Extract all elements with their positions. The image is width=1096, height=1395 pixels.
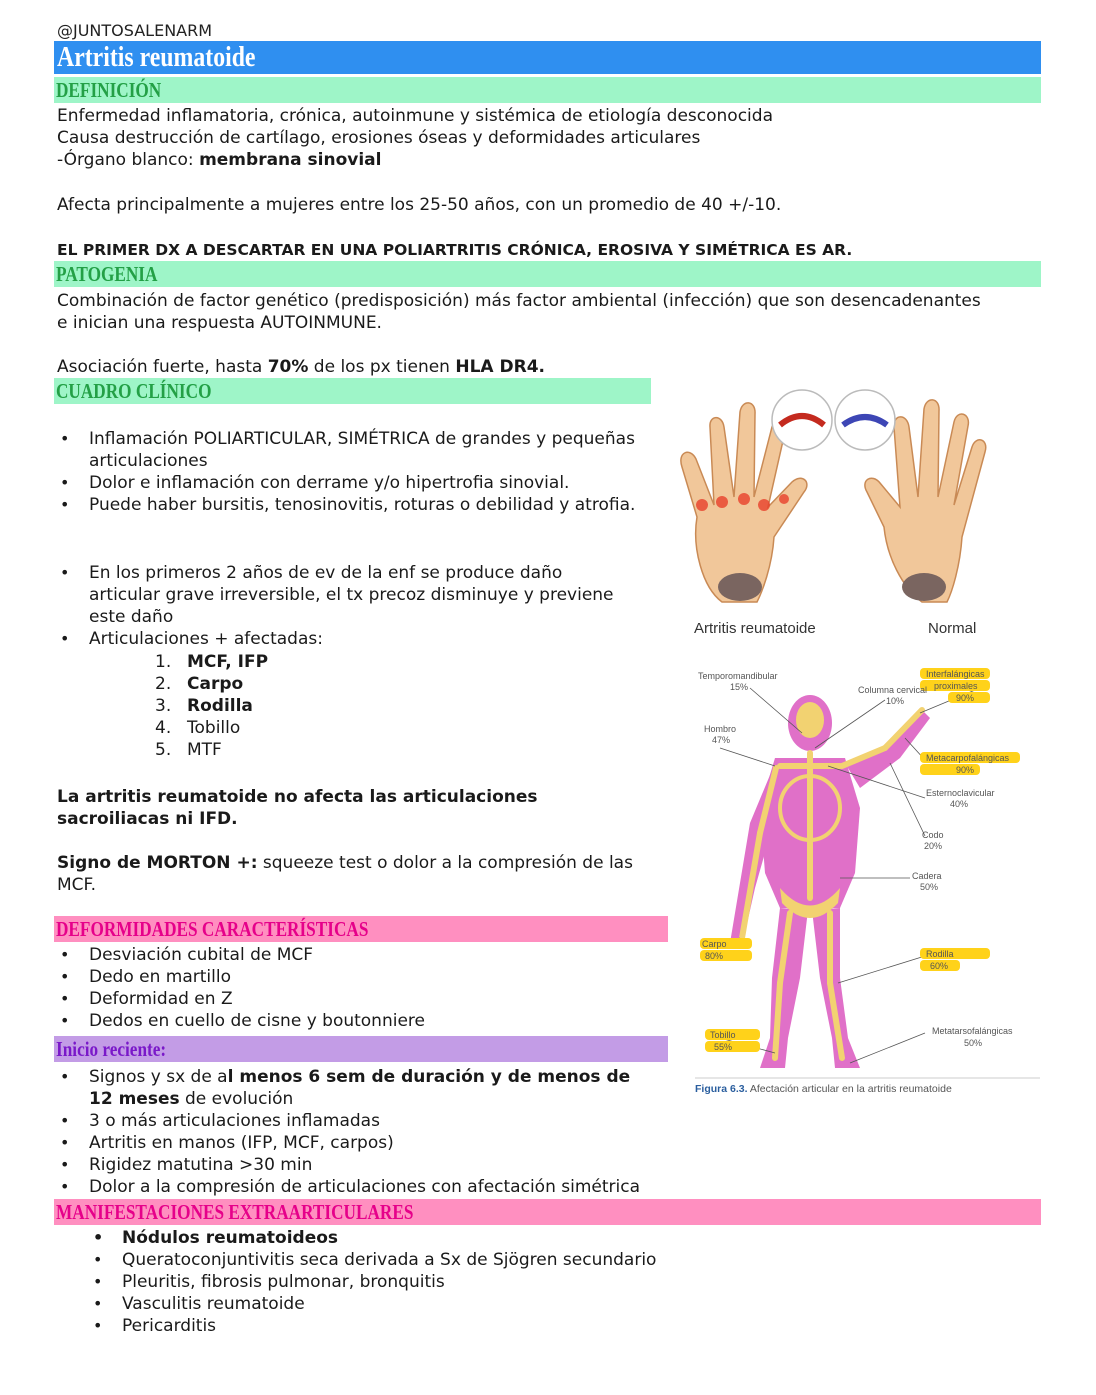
assoc-prefix: Asociación fuerte, hasta — [57, 357, 268, 377]
morton-sign — [57, 852, 637, 896]
first-dx-line: EL PRIMER DX A DESCARTAR EN UNA POLIARTRITIS CRÓNICA, EROSIVA Y SIMÉTRICA ES AR. — [57, 241, 853, 259]
no-sacroiliac-note: La artritis reumatoide no afecta las articulaciones sacroiliacas ni IFD. — [57, 787, 538, 829]
rank-number: 5. — [155, 740, 172, 760]
list-item: • Vasculitis reumatoide — [90, 1293, 790, 1315]
list-item: • Desviación cubital de MCF — [57, 944, 667, 966]
inicio-first-bold: l menos 6 sem de duración y de menos de 12 meses — [89, 1067, 631, 1109]
cuadro-heading-bar — [54, 378, 651, 404]
label-cadera: Cadera — [912, 871, 942, 881]
hands-label-arthritic: Artritis reumatoide — [694, 620, 816, 637]
deformidades-list — [57, 944, 667, 1032]
organ-value: membrana sinovial — [199, 150, 382, 170]
author-handle: @JUNTOSALENARM — [57, 21, 213, 40]
label-metacarpofalangicas-pct: 90% — [956, 765, 975, 775]
rank-number: 3. — [155, 696, 172, 716]
rank-label: Tobillo — [187, 718, 241, 738]
label-interfalangicas: Interfalángicas — [926, 669, 985, 679]
definicion-line-1: Enfermedad inflamatoria, crónica, autoinmune y sistémica de etiología desconocida — [57, 106, 773, 126]
manifestaciones-list — [90, 1227, 790, 1337]
label-rodilla: Rodilla — [926, 949, 954, 959]
rank-label: MTF — [187, 740, 222, 760]
label-codo-pct: 20% — [924, 841, 943, 851]
list-item: • Pleuritis, fibrosis pulmonar, bronquitis — [90, 1271, 790, 1293]
list-item: • Dedo en martillo — [57, 966, 667, 988]
deformidades-heading: DEFORMIDADES CARACTERÍSTICAS — [56, 917, 369, 941]
body-joint-figure — [680, 648, 1045, 1100]
label-metacarpofalangicas: Metacarpofalángicas — [926, 753, 1010, 763]
list-item: • Articulaciones + afectadas: — [57, 628, 637, 650]
rank-number: 2. — [155, 674, 172, 694]
figure-caption — [695, 1083, 952, 1095]
inicio-list — [57, 1066, 657, 1198]
list-item: • Dolor a la compresión de articulaciones con afectación simétrica — [57, 1176, 657, 1198]
label-columna-pct: 10% — [886, 696, 905, 706]
patogenia-line-1: Combinación de factor genético (predisposición) más factor ambiental (infección) que son desencadenantes — [57, 291, 981, 311]
organ-prefix: -Órgano blanco: — [57, 150, 200, 170]
inicio-first-pre: Signos y sx de a — [89, 1067, 228, 1087]
label-esternoclavicular: Esternoclavicular — [926, 788, 995, 798]
list-item: • Dedos en cuello de cisne y boutonniere — [57, 1010, 667, 1032]
inicio-heading-bar — [54, 1036, 668, 1062]
list-item — [155, 651, 268, 673]
list-item — [57, 1066, 657, 1110]
arthritic-joint-detail — [772, 390, 832, 450]
label-esternoclavicular-pct: 40% — [950, 799, 969, 809]
list-item: • Deformidad en Z — [57, 988, 667, 1010]
deformidades-heading-bar — [54, 916, 668, 942]
title-bar — [54, 41, 1041, 74]
manifestaciones-heading: MANIFESTACIONES EXTRAARTICULARES — [56, 1200, 414, 1224]
patogenia-line-2: e inician una respuesta AUTOINMUNE. — [57, 313, 382, 333]
definicion-heading: DEFINICIÓN — [56, 78, 162, 102]
label-carpo-pct: 80% — [705, 951, 724, 961]
cuadro-bullets-2 — [57, 562, 637, 650]
list-item: • Dolor e inflamación con derrame y/o hipertrofia sinovial. — [57, 472, 637, 494]
morton-text: squeeze test o dolor a la compresión de las MCF. — [57, 853, 633, 895]
rank-label: Carpo — [187, 674, 244, 694]
label-rodilla-pct: 60% — [930, 961, 949, 971]
list-item: • Puede haber bursitis, tenosinovitis, roturas o debilidad y atrofia. — [57, 494, 637, 516]
affected-joints-list — [155, 651, 268, 761]
list-item: • Pericarditis — [90, 1315, 790, 1337]
manifestaciones-heading-bar — [54, 1199, 1041, 1225]
label-temporomandibular-pct: 15% — [730, 682, 749, 692]
patogenia-heading-bar — [54, 261, 1041, 287]
label-temporomandibular: Temporomandibular — [698, 671, 778, 681]
label-hombro-pct: 47% — [712, 735, 731, 745]
label-codo: Codo — [922, 830, 944, 840]
label-columna: Columna cervical — [858, 685, 928, 695]
inicio-heading: Inicio reciente: — [56, 1037, 167, 1061]
list-item — [155, 673, 268, 695]
rank-number: 4. — [155, 718, 172, 738]
hands-label-normal: Normal — [928, 620, 977, 637]
assoc-mid: de los px tienen — [308, 357, 456, 377]
rank-number: 1. — [155, 652, 172, 672]
cuadro-bullets — [57, 428, 637, 516]
label-tobillo-pct: 55% — [714, 1042, 733, 1052]
cuadro-heading: CUADRO CLÍNICO — [56, 379, 212, 403]
definicion-heading-bar — [54, 77, 1041, 103]
assoc-hla: HLA DR4. — [455, 357, 545, 377]
list-item: • Nódulos reumatoideos — [90, 1227, 790, 1249]
inicio-first-post: de evolución — [179, 1089, 294, 1109]
list-item — [155, 739, 268, 761]
list-item: • En los primeros 2 años de ev de la enf se produce daño articular grave irreversible, el tx precoz disminuye y previene este daño — [57, 562, 637, 628]
list-item — [155, 717, 268, 739]
label-interfalangicas-2: proximales — [934, 681, 978, 691]
assoc-pct: 70% — [267, 357, 309, 377]
label-tobillo: Tobillo — [710, 1030, 736, 1040]
rank-label: MCF, IFP — [187, 652, 269, 672]
rank-label: Rodilla — [187, 696, 253, 716]
hands-illustration — [662, 387, 1052, 642]
label-interfalangicas-pct: 90% — [956, 693, 975, 703]
page-title: Artritis reumatoide — [57, 42, 256, 73]
label-cadera-pct: 50% — [920, 882, 939, 892]
label-metatarsofalangicas-pct: 50% — [964, 1038, 983, 1048]
patogenia-heading: PATOGENIA — [56, 262, 158, 286]
list-item: • Rigidez matutina >30 min — [57, 1154, 657, 1176]
organ-line — [57, 149, 381, 171]
hla-association-line — [57, 356, 545, 378]
definicion-line-2: Causa destrucción de cartílago, erosiones óseas y deformidades articulares — [57, 128, 701, 148]
epidemiology-line: Afecta principalmente a mujeres entre los 25-50 años, con un promedio de 40 +/-10. — [57, 195, 782, 215]
list-item: • Queratoconjuntivitis seca derivada a Sx de Sjögren secundario — [90, 1249, 790, 1271]
list-item — [155, 695, 268, 717]
label-metatarsofalangicas: Metatarsofalángicas — [932, 1026, 1013, 1036]
morton-label: Signo de MORTON +: — [57, 853, 258, 873]
list-item: • Inflamación POLIARTICULAR, SIMÉTRICA de grandes y pequeñas articulaciones — [57, 428, 637, 472]
caption-text: Afectación articular en la artritis reumatoide — [747, 1083, 952, 1095]
label-hombro: Hombro — [704, 724, 737, 734]
list-item: • Artritis en manos (IFP, MCF, carpos) — [57, 1132, 657, 1154]
label-carpo: Carpo — [702, 939, 727, 949]
list-item: • 3 o más articulaciones inflamadas — [57, 1110, 657, 1132]
caption-label: Figura 6.3. — [695, 1083, 748, 1095]
